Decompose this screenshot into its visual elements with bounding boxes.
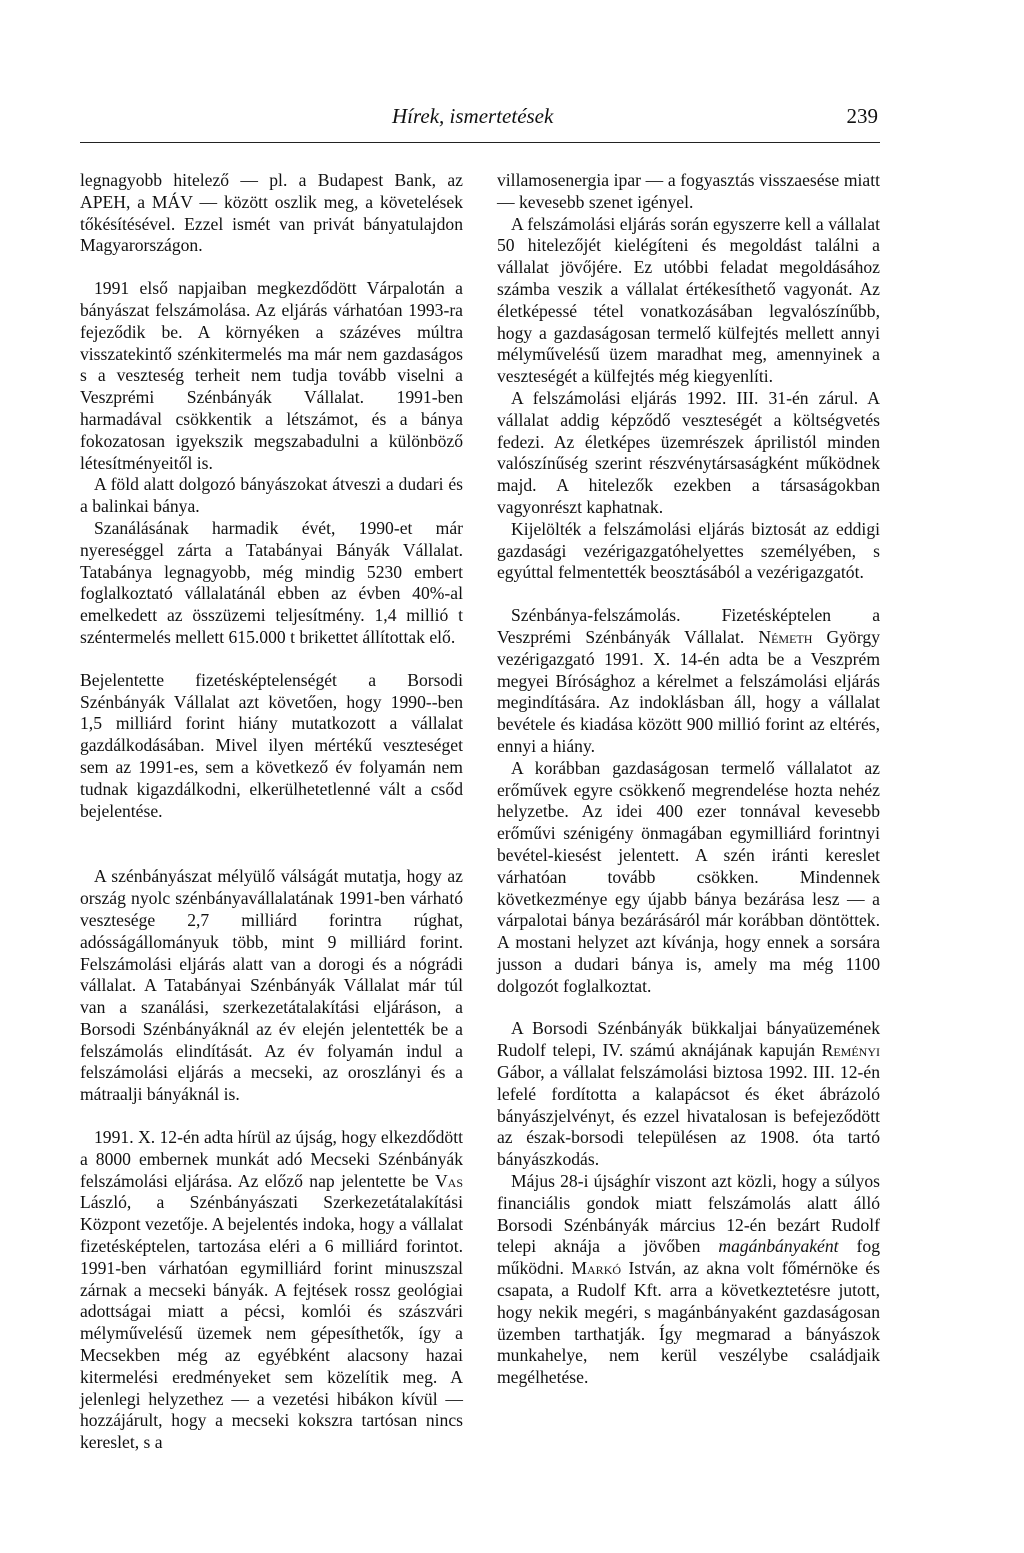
paragraph: Kijelölték a felszámolási eljárás biztosát az eddigi gazdasági vezérigazgatóhelyettes személyében, s egyúttal felmentették beosztásából a vezérigazgatót. bbox=[497, 518, 880, 583]
paragraph: A felszámolási eljárás 1992. III. 31-én zárul. A vállalat addig képződő veszteségét a költségvetés fedezi. Az életképes üzemrészek áprilistól minden valószínűség szerint részvénytársaságként működnek majd. A hitelezők ezekben a társaságokban vagyonrészt kaphatnak. bbox=[497, 387, 880, 517]
paragraph: A föld alatt dolgozó bányászokat átveszi a dudari és a balinkai bánya. bbox=[80, 474, 463, 517]
paragraph-text: Gábor, a vállalat felszámolási biztosa 1992. III. 12-én lefelé fordította a kalapácsot és éket ábrázoló bányászjelvényt, és ezzel hivatalosan is befejeződött az észak-borsodi településen az 1908. óta tartó bányászkodás. bbox=[497, 1062, 880, 1170]
left-column bbox=[80, 170, 463, 1454]
paragraph-text: A Borsodi Szénbányák bükkaljai bányaüzemének Rudolf telepi, IV. számú aknájának kapuján bbox=[497, 1018, 880, 1061]
paragraph: legnagyobb hitelező — pl. a Budapest Bank, az APEH, a MÁV — között oszlik meg, a követelések tőkésítésével. Ezzel ismét van privát bányatulajdon Magyarországon. bbox=[80, 170, 463, 256]
paragraph bbox=[497, 1171, 880, 1389]
paragraph: 1991 első napjaiban megkezdődött Várpalotán a bányászat felszámolása. Az eljárás várhatóan 1993-ra fejeződik be. A környéken a százéves múltra visszatekintő szénkitermelés ma már nem gazdaságos s a veszteség terheit nem tudja tovább viselni a Veszprémi Szénbányák Vállalat. 1991-ben harmadával csökkentik a létszámot, és a bánya fokozatosan igyekszik megszabadulni a különböző létesítményeitől is. bbox=[80, 278, 463, 473]
emphasis: magánbányaként bbox=[718, 1236, 839, 1257]
paragraph-text: István, az akna volt főmérnöke és csapata, a Rudolf Kft. arra a következtetésre jutott, hogy nekik megéri, s magánbányaként gazdaságosan üzemben tarthatják. Így megmarad a bányászok munkahelye, nem kerül veszélybe családjaik megélhetése. bbox=[497, 1258, 880, 1388]
page-number: 239 bbox=[846, 104, 878, 128]
right-column bbox=[497, 170, 880, 1389]
person-name: Németh bbox=[758, 626, 813, 647]
paragraph-text: 1991. X. 12-én adta hírül az újság, hogy elkezdődött a 8000 embernek munkát adó Mecseki Szénbányák felszámolási eljárása. Az előző nap jelentette be bbox=[80, 1127, 463, 1191]
paragraph-text: Szénbánya-felszámolás. Fizetésképtelen a Veszprémi Szénbányák Vállalat. bbox=[497, 605, 880, 647]
paragraph-text: László, a Szénbányászati Szerkezetátalakítási Központ vezetője. A bejelentés indoka, hogy a vállalat fizetésképtelen, tartozása eléri a 6 milliárd forintot. 1991-ben várhatóan egymilliárd forint minuszszal zárnak a mecseki bányák. A fejtések rossz geológiai adottságai miatt a pécsi, komlói és szászvári mélyművelésű üzemek nem gépesíthetők, így a Mecsekben még az egyébként alacsony hazai kitermelési eredményeket sem közelítik meg. A jelenlegi helyzethez — a vezetési hibákon kívül — hozzájárult, hogy a mecseki kokszra tartósan nincs kereslet, s a bbox=[80, 1192, 463, 1453]
running-title: Hírek, ismertetések bbox=[392, 104, 554, 128]
person-name: Vas bbox=[434, 1170, 463, 1191]
paragraph: Szanálásának harmadik évét, 1990-et már nyereséggel zárta a Tatabányai Bányák Vállalat. Tatabánya legnagyobb, még mindig 5230 embert foglalkoztató vállalatánál ebben az évben 40%-al emelkedett az összüzemi teljesítmény. 1,4 millió t széntermelés mellett 615.000 t brikettet állítottak elő. bbox=[80, 517, 463, 647]
person-name: Markó bbox=[571, 1258, 622, 1279]
paragraph: villamosenergia ipar — a fogyasztás visszaesése miatt — kevesebb szenet igényel. bbox=[497, 170, 880, 212]
running-header bbox=[80, 102, 880, 143]
paragraph: A korábban gazdaságosan termelő vállalatot az erőművek egyre csökkenő megrendelése hozta nehéz helyzetbe. Az idei 400 ezer tonnával kevesebb erőművi szénigény önmagában egymilliárd forintnyi bevétel-kiesést jelentett. A szén iránti kereslet várhatóan tovább csökken. Mindennek következménye egy újabb bánya bezárása lesz — a várpalotai bánya bezárásáról már korábban döntöttek. A mostani helyzet azt kívánja, hogy ennek a sorsára jusson a dudari bánya is, amely ma még 1100 dolgozót foglalkoztat. bbox=[497, 757, 880, 996]
paragraph-text: fog működni. bbox=[497, 1236, 880, 1279]
paragraph bbox=[497, 605, 880, 758]
paragraph-text: György vezérigazgató 1991. X. 14-én adta be a Veszprém megyei Bírósághoz a kérelmet a felszámolási eljárás megindítására. Az indoklásban áll, hogy a vállalat bevétele és kiadása között 900 millió forint az eltérés, ennyi a hiány. bbox=[497, 626, 880, 756]
paragraph: A felszámolási eljárás során egyszerre kell a vállalat 50 hitelezőjét kielégíteni és megoldást találni a vállalat jövőjére. Ez utóbbi feladat megoldásához számba veszik a vállalat értékesíthető vagyonát. Az életképessé tétel vonatkozásában legvalószínűbb, hogy a gazdaságosan termelő külfejtés mellett annyi mélyművelésű üzem maradhat meg, amennyinek a veszteségét a külfejtés még kiegyenlíti. bbox=[497, 213, 880, 387]
paragraph: Bejelentette fizetésképtelenségét a Borsodi Szénbányák Vállalat azt követően, hogy 1990--ben 1,5 milliárd forint hiány mutatkozott a vállalat gazdálkodásában. Mivel ilyen mértékű veszteséget sem az 1991-es, sem a következő év folyamán nem tudnak kigazdálkodni, elkerülhetetlenné vált a csőd bejelentése. bbox=[80, 669, 463, 821]
person-name: Reményi bbox=[821, 1040, 880, 1061]
paragraph-text: Május 28-i újsághír viszont azt közli, hogy a súlyos financiális gondok miatt felszámolás alatt álló Borsodi Szénbányák március 12-én bezárt Rudolf telepi aknája a jövőben bbox=[497, 1171, 880, 1257]
paragraph: A szénbányászat mélyülő válságát mutatja, hogy az ország nyolc szénbányavállalatának 1991-ben várható vesztesége 2,7 milliárd forintra rúghat, adósságállományuk több, mint 9 milliárd forint. Felszámolási eljárás alatt van a dorogi és a nógrádi vállalat. A Tatabányai Szénbányák Vállalat már túl van a szanálási, szerkezetátalakítási eljáráson, a Borsodi Szénbányáknál az év elején jelentették be a felszámolás elindítását. Az év folyamán indul a felszámolási eljárás a mecseki, az oroszlányi és a mátraalji bányáknál is. bbox=[80, 866, 463, 1105]
paragraph bbox=[80, 1127, 463, 1454]
paragraph bbox=[497, 1018, 880, 1171]
